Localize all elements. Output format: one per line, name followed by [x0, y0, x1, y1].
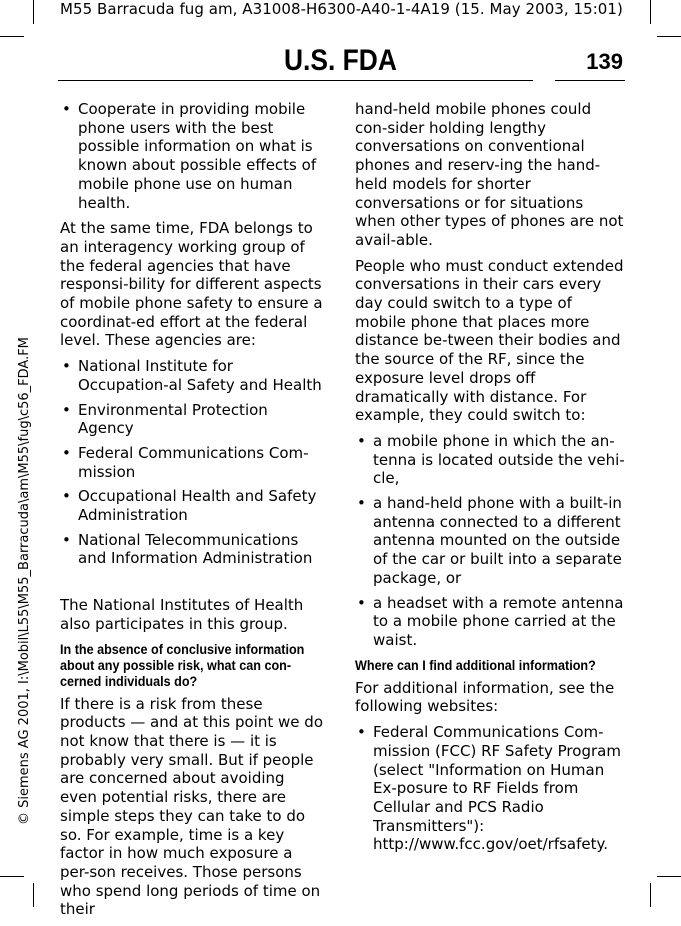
- list-item: • Federal Communications Com-mission (FCC) RF Safety Program (select "Information on Human Ex-posure to RF Fields from Cellular and PCS Radio Transmitters"): http://www.fcc.gov/oet/rfsafety.: [355, 723, 625, 854]
- intro-bullet-list: [60, 100, 325, 212]
- crop-mark-top-left-horizontal: [0, 36, 24, 37]
- paragraph: For additional information, see the following websites:: [355, 678, 615, 716]
- list-item: • Federal Communications Com-mission: [60, 444, 325, 481]
- paragraph: At the same time, FDA belongs to an interagency working group of the federal agencies that have responsi-bility for different aspects of mobile phone safety to ensure a coordinat-ed effort at the federal level. These agencies are:: [60, 219, 323, 350]
- list-item: • National Institute for Occupation-al Safety and Health: [60, 357, 325, 394]
- page-title: U.S. FDA: [283, 44, 397, 77]
- list-item: • a hand-held phone with a built-in antenna connected to a different antenna mounted on the outside of the car or built into a separate package, or: [355, 494, 625, 588]
- crop-mark-bottom-right-vertical: [650, 883, 651, 907]
- paragraph: The National Institutes of Health also participates in this group.: [60, 596, 304, 633]
- print-header-info: M55 Barracuda fug am, A31008-H6300-A40-1-4A19 (15. May 2003, 15:01): [60, 0, 623, 18]
- header-rule: [58, 80, 533, 81]
- page-number: 139: [586, 49, 623, 74]
- agencies-list: [60, 357, 325, 568]
- left-column: [60, 100, 325, 926]
- copyright-file-path: © Siemens AG 2001, I:\Mobil\L55\M55_Barracuda\am\M55\fug\c56_FDA.FM: [17, 337, 32, 825]
- subheading: Where can I find additional information?: [355, 656, 596, 673]
- list-item: • a headset with a remote antenna to a mobile phone carried at the waist.: [355, 594, 625, 650]
- page-number-rule: [555, 80, 625, 81]
- list-item: • National Telecommunications and Information Administration: [60, 531, 325, 568]
- subheading: In the absence of conclusive information about any possible risk, what can con-cerned individuals do?: [60, 640, 305, 689]
- right-column: [355, 100, 625, 861]
- spacer: [60, 575, 325, 596]
- crop-mark-top-left-vertical: [33, 0, 34, 24]
- crop-mark-bottom-left-vertical: [33, 883, 34, 907]
- list-item: • Cooperate in providing mobile phone users with the best possible information on what is known about possible effects of mobile phone use on human health.: [60, 100, 325, 212]
- paragraph: People who must conduct extended conversations in their cars every day could switch to a type of mobile phone that places more distance be-tween their bodies and the source of the RF, since the exposure level drops off dramatically with distance. For example, they could switch to:: [355, 256, 624, 425]
- crop-mark-top-right-vertical: [650, 0, 651, 24]
- paragraph: If there is a risk from these products — and at this point we do not know that there is — it is probably very small. But if people are concerned about avoiding even potential risks, there are simple steps they can take to do so. For example, time is a key factor in how much exposure a per-son receives. Those persons who spend long periods of time on their: [60, 694, 323, 919]
- list-item: • Occupational Health and Safety Administration: [60, 487, 325, 524]
- crop-mark-bottom-left-horizontal: [0, 876, 24, 877]
- list-item: • Environmental Protection Agency: [60, 401, 325, 438]
- list-item: • a mobile phone in which the an-tenna is located outside the vehi-cle,: [355, 432, 625, 488]
- paragraph: hand-held mobile phones could con-sider holding lengthy conversations on conventional phones and reserv-ing the hand-held models for shorter conversations or for situations when other types of phones are not avail-able.: [355, 100, 624, 249]
- websites-list: [355, 723, 625, 854]
- crop-mark-bottom-right-horizontal: [657, 876, 681, 877]
- options-list: [355, 432, 625, 650]
- crop-mark-top-right-horizontal: [657, 36, 681, 37]
